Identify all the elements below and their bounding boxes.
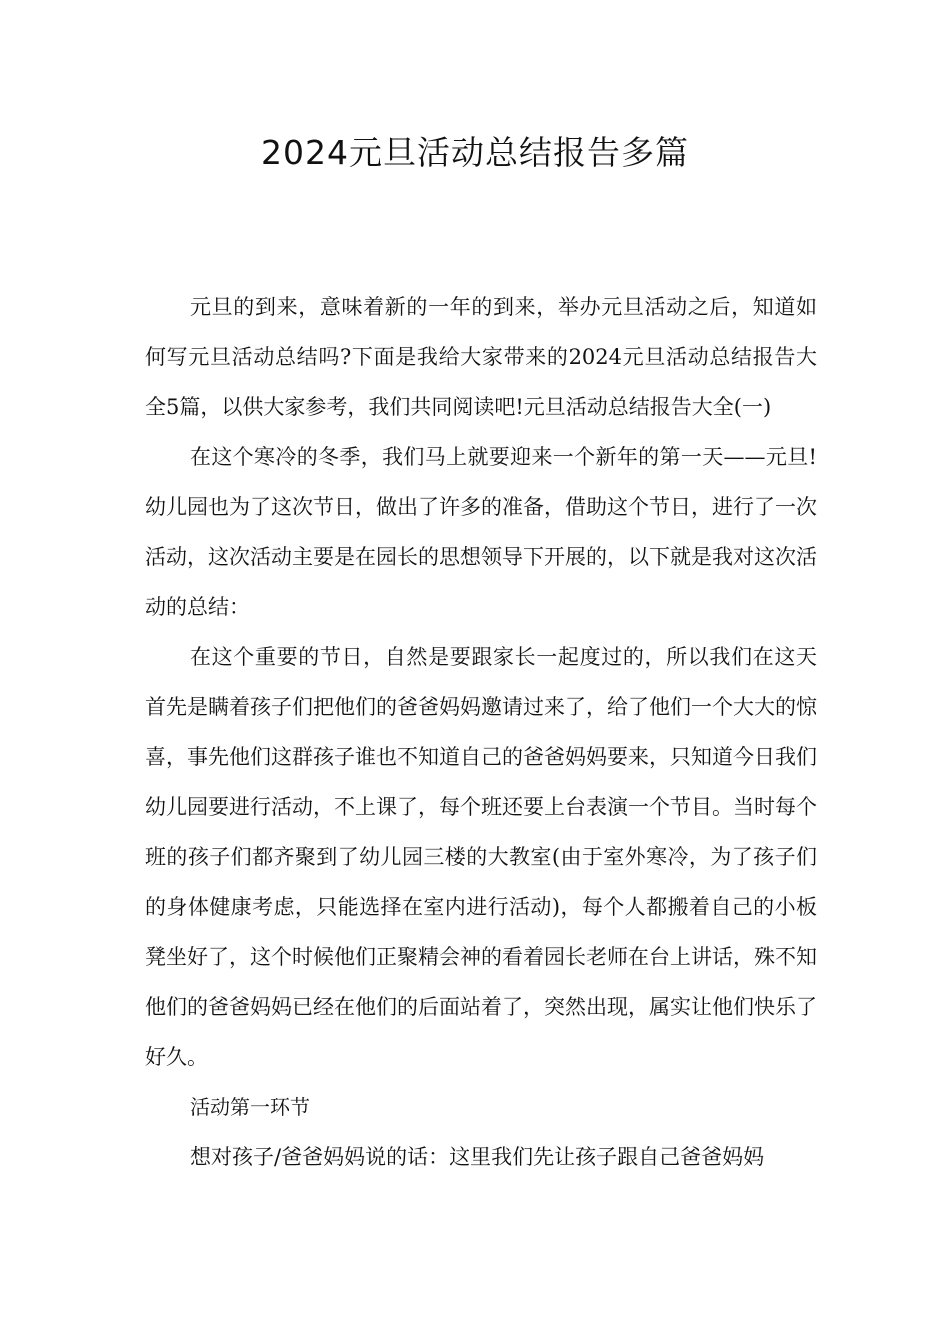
paragraph-words-to-parents: 想对孩子/爸爸妈妈说的话：这里我们先让孩子跟自己爸爸妈妈 <box>190 1145 765 1169</box>
document-body <box>145 282 817 1182</box>
document-title: 2024元旦活动总结报告多篇 <box>261 133 689 172</box>
paragraph-festival: 在这个重要的节日，自然是要跟家长一起度过的，所以我们在这天首先是瞒着孩子们把他们的爸爸妈妈邀请过来了，给了他们一个大大的惊喜，事先他们这群孩子谁也不知道自己的爸爸妈妈要来，只知道今日我们幼儿园要进行活动，不上课了，每个班还要上台表演一个节目。当时每个班的孩子们都齐聚到了幼儿园三楼的大教室(由于室外寒冷，为了孩子们的身体健康考虑，只能选择在室内进行活动)，每个人都搬着自己的小板凳坐好了，这个时候他们正聚精会神的看着园长老师在台上讲话，殊不知他们的爸爸妈妈已经在他们的后面站着了，突然出现，属实让他们快乐了好久。 <box>145 645 817 1069</box>
paragraph-intro: 元旦的到来，意味着新的一年的到来，举办元旦活动之后，知道如何写元旦活动总结吗?下面是我给大家带来的2024元旦活动总结报告大全5篇，以供大家参考，我们共同阅读吧!元旦活动总结报告大全(一) <box>145 295 817 419</box>
section-heading-first-activity: 活动第一环节 <box>190 1095 310 1119</box>
paragraph-winter: 在这个寒冷的冬季，我们马上就要迎来一个新年的第一天——元旦!幼儿园也为了这次节日，做出了许多的准备，借助这个节日，进行了一次活动，这次活动主要是在园长的思想领导下开展的，以下就是我对这次活动的总结： <box>145 445 817 619</box>
